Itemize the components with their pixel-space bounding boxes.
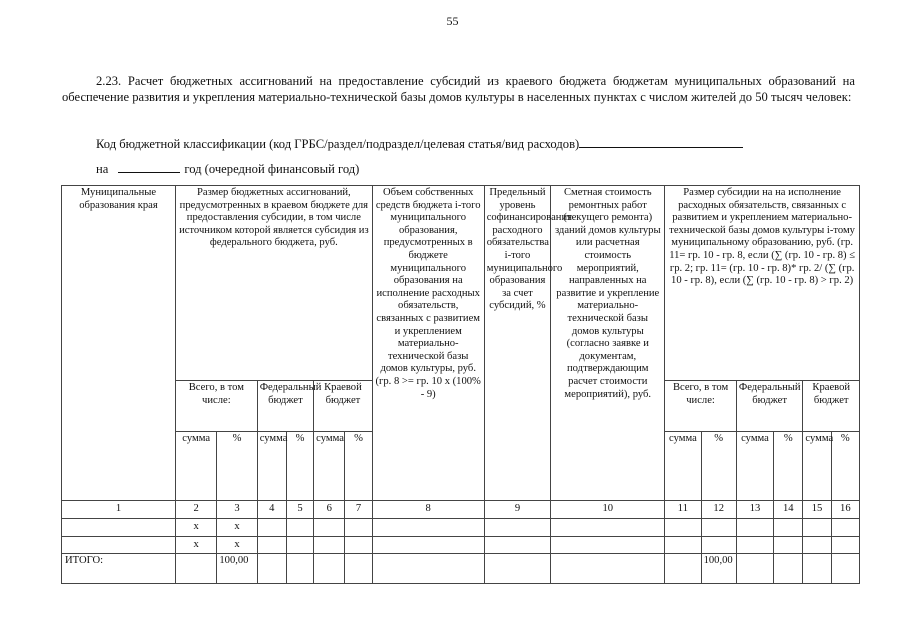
table-cell[interactable] — [736, 519, 773, 537]
table-cell[interactable] — [551, 537, 665, 554]
table-cell[interactable] — [736, 554, 773, 584]
section-paragraph: 2.23. Расчет бюджетных ассигнований на предоставление субсидий из краевого бюджета бюджетам муниципальных образований на обеспечение развития и укрепления материально-технической базы домов культуры в населенных пунктах с числом жителей до 50 тысяч человек: — [62, 74, 855, 105]
kbk-line — [96, 136, 743, 152]
header-federal: Федеральный бюджет — [257, 381, 313, 432]
table-cell[interactable]: x — [217, 537, 257, 554]
year-blank-field[interactable] — [118, 161, 180, 173]
table-cell[interactable] — [345, 537, 372, 554]
table-cell[interactable] — [62, 537, 176, 554]
table-cell[interactable] — [257, 537, 286, 554]
table-cell[interactable] — [286, 554, 313, 584]
kbk-blank-field[interactable] — [579, 136, 743, 148]
table-cell[interactable] — [484, 537, 551, 554]
table-cell[interactable] — [62, 519, 176, 537]
total-pct-regional[interactable]: 100,00 — [217, 554, 257, 584]
col-number: 13 — [736, 501, 773, 519]
table-cell[interactable] — [803, 519, 831, 537]
col-number: 16 — [831, 501, 859, 519]
col-number: 2 — [175, 501, 216, 519]
table-cell[interactable]: x — [217, 519, 257, 537]
subheader-sum: сумма — [803, 432, 831, 501]
table-cell[interactable] — [803, 554, 831, 584]
table-cell[interactable] — [831, 537, 859, 554]
table-cell[interactable] — [484, 519, 551, 537]
table-cell[interactable] — [701, 537, 736, 554]
col-number: 1 — [62, 501, 176, 519]
header-own-funds: Объем собственных средств бюджета i-того муниципального образования, предусмотренных в бюджете муниципального образования на исполнение расходных обязательств, связанных с развитием и укреплением материально-технической базы домов культуры, руб. (гр. 8 >= гр. 10 х (100% - 9) — [372, 186, 484, 501]
subheader-pct: % — [286, 432, 313, 501]
col-number: 3 — [217, 501, 257, 519]
col-number: 7 — [345, 501, 372, 519]
header-regional-2: Краевой бюджет — [803, 381, 860, 432]
header-subsidy-size: Размер субсидии на на исполнение расходных обязательств, связанных с развитием и укреплением материально-технической базы домов культуры i-тому муниципальному образованию, руб. (гр. 11= гр. 10 - гр. 8, если (∑ (гр. 10 - гр. 8) ≤ гр. 2; гр. 11= (гр. 10 - гр. 8)* гр. 2/ (∑ (гр. 10 - гр. 8), если (∑ (гр. 10 - гр. 8) > гр. 2) — [665, 186, 860, 381]
table-cell[interactable]: x — [175, 519, 216, 537]
subheader-pct: % — [774, 432, 803, 501]
col-number: 5 — [286, 501, 313, 519]
total-label: ИТОГО: — [62, 554, 176, 584]
table-cell[interactable] — [372, 537, 484, 554]
page-number: 55 — [446, 14, 459, 28]
col-number: 10 — [551, 501, 665, 519]
total-row — [62, 554, 860, 584]
table-cell[interactable] — [774, 519, 803, 537]
subheader-pct: % — [217, 432, 257, 501]
header-estimate-cost: Сметная стоимость ремонтных работ (текущего ремонта) зданий домов культуры или расчетная стоимость мероприятий, направленных на развитие и укрепление материально-технической базы домов культуры (согласно заявке и документам, подтверждающим расчет стоимости мероприятий), руб. — [551, 186, 665, 501]
year-prefix: на — [96, 162, 109, 176]
table-row — [62, 537, 860, 554]
table-cell[interactable] — [803, 537, 831, 554]
table-cell[interactable] — [774, 537, 803, 554]
table-cell[interactable] — [736, 537, 773, 554]
subsidy-table — [61, 185, 860, 584]
col-number: 12 — [701, 501, 736, 519]
col-number: 6 — [314, 501, 345, 519]
col-number: 11 — [665, 501, 701, 519]
table-cell[interactable] — [314, 554, 345, 584]
table-cell[interactable] — [665, 537, 701, 554]
year-line — [96, 161, 359, 177]
table-cell[interactable] — [551, 519, 665, 537]
table-cell[interactable] — [175, 554, 216, 584]
table-cell[interactable] — [701, 519, 736, 537]
col-number: 9 — [484, 501, 551, 519]
table-cell[interactable]: x — [175, 537, 216, 554]
table-cell[interactable] — [551, 554, 665, 584]
column-numbers-row — [62, 501, 860, 519]
table-cell[interactable] — [314, 537, 345, 554]
table-cell[interactable] — [257, 519, 286, 537]
header-cofin-level: Предельный уровень софинансирования расходного обязательства i-того муниципального образования за счет субсидий, % — [484, 186, 551, 501]
header-total-incl-2: Всего, в том числе: — [665, 381, 737, 432]
subheader-pct: % — [701, 432, 736, 501]
subheader-sum: сумма — [736, 432, 773, 501]
subheader-sum: сумма — [314, 432, 345, 501]
table-cell[interactable] — [372, 554, 484, 584]
col-number: 4 — [257, 501, 286, 519]
subheader-pct: % — [831, 432, 859, 501]
table-cell[interactable] — [286, 537, 313, 554]
subheader-sum: сумма — [257, 432, 286, 501]
year-suffix: год (очередной финансовый год) — [184, 162, 360, 176]
kbk-label: Код бюджетной классификации (код ГРБС/раздел/подраздел/целевая статья/вид расходов) — [96, 137, 580, 151]
header-assignments: Размер бюджетных ассигнований, предусмотренных в краевом бюджете для предоставления субсидии, в том числе источником которой является субсидия из федерального бюджета, руб. — [175, 186, 372, 381]
table-cell[interactable] — [665, 519, 701, 537]
table-cell[interactable] — [665, 554, 701, 584]
table-cell[interactable] — [286, 519, 313, 537]
table-cell[interactable] — [831, 554, 859, 584]
total-pct-subsidy[interactable]: 100,00 — [701, 554, 736, 584]
header-total-incl: Всего, в том числе: — [175, 381, 257, 432]
table-row — [62, 519, 860, 537]
header-regional: Краевой бюджет — [314, 381, 373, 432]
subheader-pct: % — [345, 432, 372, 501]
table-cell[interactable] — [372, 519, 484, 537]
table-cell[interactable] — [257, 554, 286, 584]
table-cell[interactable] — [314, 519, 345, 537]
subheader-sum: сумма — [175, 432, 216, 501]
header-federal-2: Федеральный бюджет — [736, 381, 803, 432]
col-number: 15 — [803, 501, 831, 519]
header-municipal: Муниципальные образования края — [62, 186, 176, 501]
table-cell[interactable] — [484, 554, 551, 584]
col-number: 8 — [372, 501, 484, 519]
col-number: 14 — [774, 501, 803, 519]
table-cell[interactable] — [831, 519, 859, 537]
table-cell[interactable] — [345, 554, 372, 584]
table-cell[interactable] — [774, 554, 803, 584]
table-cell[interactable] — [345, 519, 372, 537]
subheader-sum: сумма — [665, 432, 701, 501]
